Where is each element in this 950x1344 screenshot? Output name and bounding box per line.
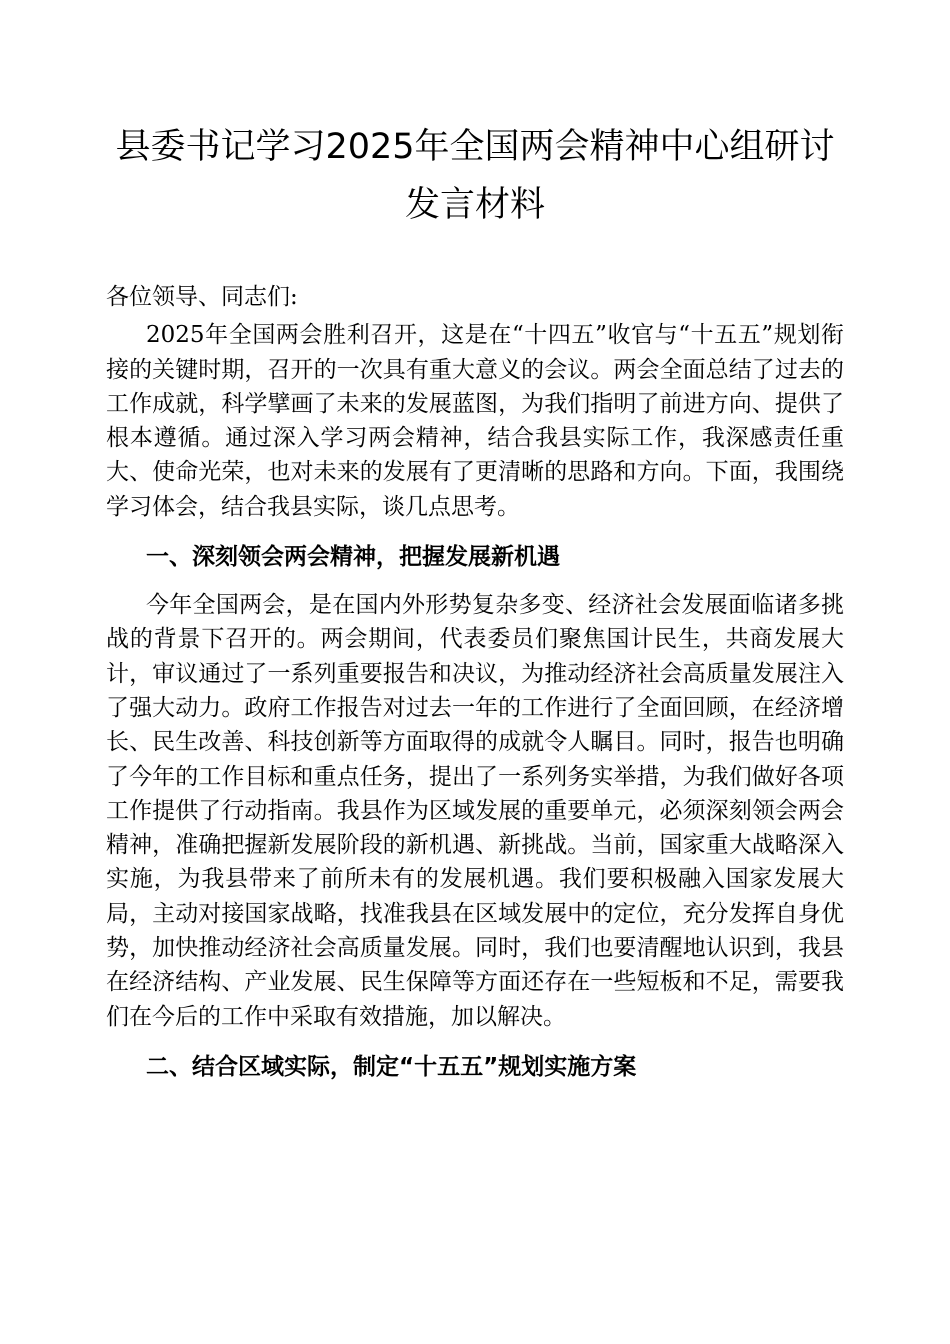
title-line-2: 发言材料 <box>404 185 545 225</box>
section-1-paragraph: 今年全国两会，是在国内外形势复杂多变、经济社会发展面临诸多挑战的背景下召开的。两会期间，代表委员们聚焦国计民生，共商发展大计，审议通过了一系列重要报告和决议，为推动经济社会高质量发展注入了强大动力。政府工作报告对过去一年的工作进行了全面回顾，在经济增长、民生改善、科技创新等方面取得的成就令人瞩目。同时，报告也明确了今年的工作目标和重点任务，提出了一系列务实举措，为我们做好各项工作提供了行动指南。我县作为区域发展的重要单元，必须深刻领会两会精神，准确把握新发展阶段的新机遇、新挑战。当前，国家重大战略深入实施，为我县带来了前所未有的发展机遇。我们要积极融入国家发展大局，主动对接国家战略，找准我县在区域发展中的定位，充分发挥自身优势，加快推动经济社会高质量发展。同时，我们也要清醒地认识到，我县在经济结构、产业发展、民生保障等方面还存在一些短板和不足，需要我们在今后的工作中采取有效措施，加以解决。 <box>106 592 844 1030</box>
intro-paragraph: 2025年全国两会胜利召开，这是在“十四五”收官与“十五五”规划衔接的关键时期，召开的一次具有重大意义的会议。两会全面总结了过去的工作成就，科学擘画了未来的发展蓝图，为我们指明了前进方向、提供了根本遵循。通过深入学习两会精神，结合我县实际工作，我深感责任重大、使命光荣，也对未来的发展有了更清晰的思路和方向。下面，我围绕学习体会，结合我县实际，谈几点思考。 <box>106 322 844 520</box>
section-1-heading: 一、深刻领会两会精神，把握发展新机遇 <box>146 544 560 571</box>
title-line-1: 县委书记学习2025年全国两会精神中心组研讨 <box>115 127 835 167</box>
document-title <box>0 126 950 226</box>
greeting: 各位领导、同志们: <box>106 284 298 310</box>
section-2-heading: 二、结合区域实际，制定“十五五”规划实施方案 <box>146 1053 637 1080</box>
document-body <box>106 280 844 1098</box>
